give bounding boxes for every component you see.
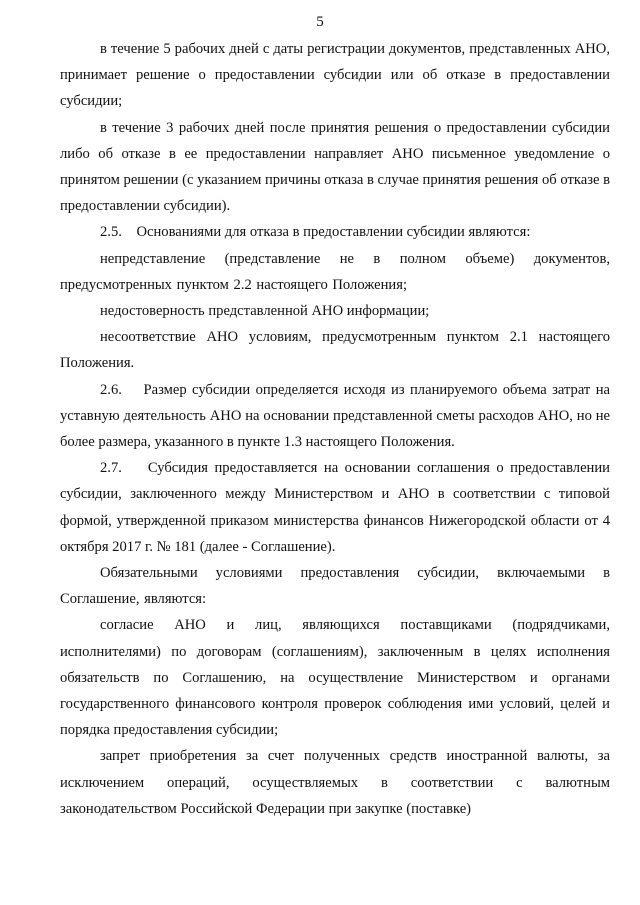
paragraph-mandatory-conditions: Обязательными условиями предоставления субсидии, включаемыми в Соглашение, являются:	[60, 565, 610, 608]
document-body	[60, 36, 614, 822]
paragraph-decision-5-days: в течение 5 рабочих дней с даты регистрации документов, представленных АНО, принимает решение о предоставлении субсидии или об отказе в предоставлении субсидии;	[60, 41, 610, 110]
paragraph-notification-3-days: в течение 3 рабочих дней после принятия решения о предоставлении субсидии либо об отказе в ее предоставлении направляет АНО письменное уведомление о принятом решении (с указанием причины отказа в случае принятия решения об отказе в предоставлении субсидии).	[60, 119, 610, 215]
page-number: 5	[316, 14, 324, 30]
paragraph-consent-inspections: согласие АНО и лиц, являющихся поставщиками (подрядчиками, исполнителями) по договорам (соглашениям), заключенным в целях исполнения обязательств по Соглашению, на осуществление Министерством и органами государственного финансового контроля проверок соблюдения ими условий, целей и порядка предоставления субсидии;	[60, 617, 610, 739]
paragraph-2-7-agreement: 2.7. Субсидия предоставляется на основании соглашения о предоставлении субсидии, заключенного между Министерством и АНО в соответствии с типовой формой, утвержденной приказом министерства финансов Нижегородской области от 4 октября 2017 г. № 181 (далее - Соглашение).	[60, 460, 614, 555]
paragraph-non-compliance: несоответствие АНО условиям, предусмотренным пунктом 2.1 настоящего Положения.	[60, 329, 610, 372]
paragraph-unreliable-info: недостоверность представленной АНО информации;	[100, 303, 430, 320]
paragraph-2-5-refusal-grounds: 2.5. Основаниями для отказа в предоставлении субсидии являются:	[100, 224, 531, 241]
paragraph-2-6-subsidy-amount: 2.6. Размер субсидии определяется исходя из планируемого объема затрат на уставную деятельность АНО на основании представленной сметы расходов АНО, но не более размера, указанного в пункте 1.3 настоящего Положения.	[60, 381, 614, 451]
paragraph-non-submission: непредставление (представление не в полном объеме) документов, предусмотренных пунктом 2.2 настоящего Положения;	[60, 250, 610, 293]
paragraph-currency-prohibition: запрет приобретения за счет полученных средств иностранной валюты, за исключением операций, осуществляемых в соответствии с валютным законодательством Российской Федерации при закупке (поставке)	[60, 748, 610, 817]
